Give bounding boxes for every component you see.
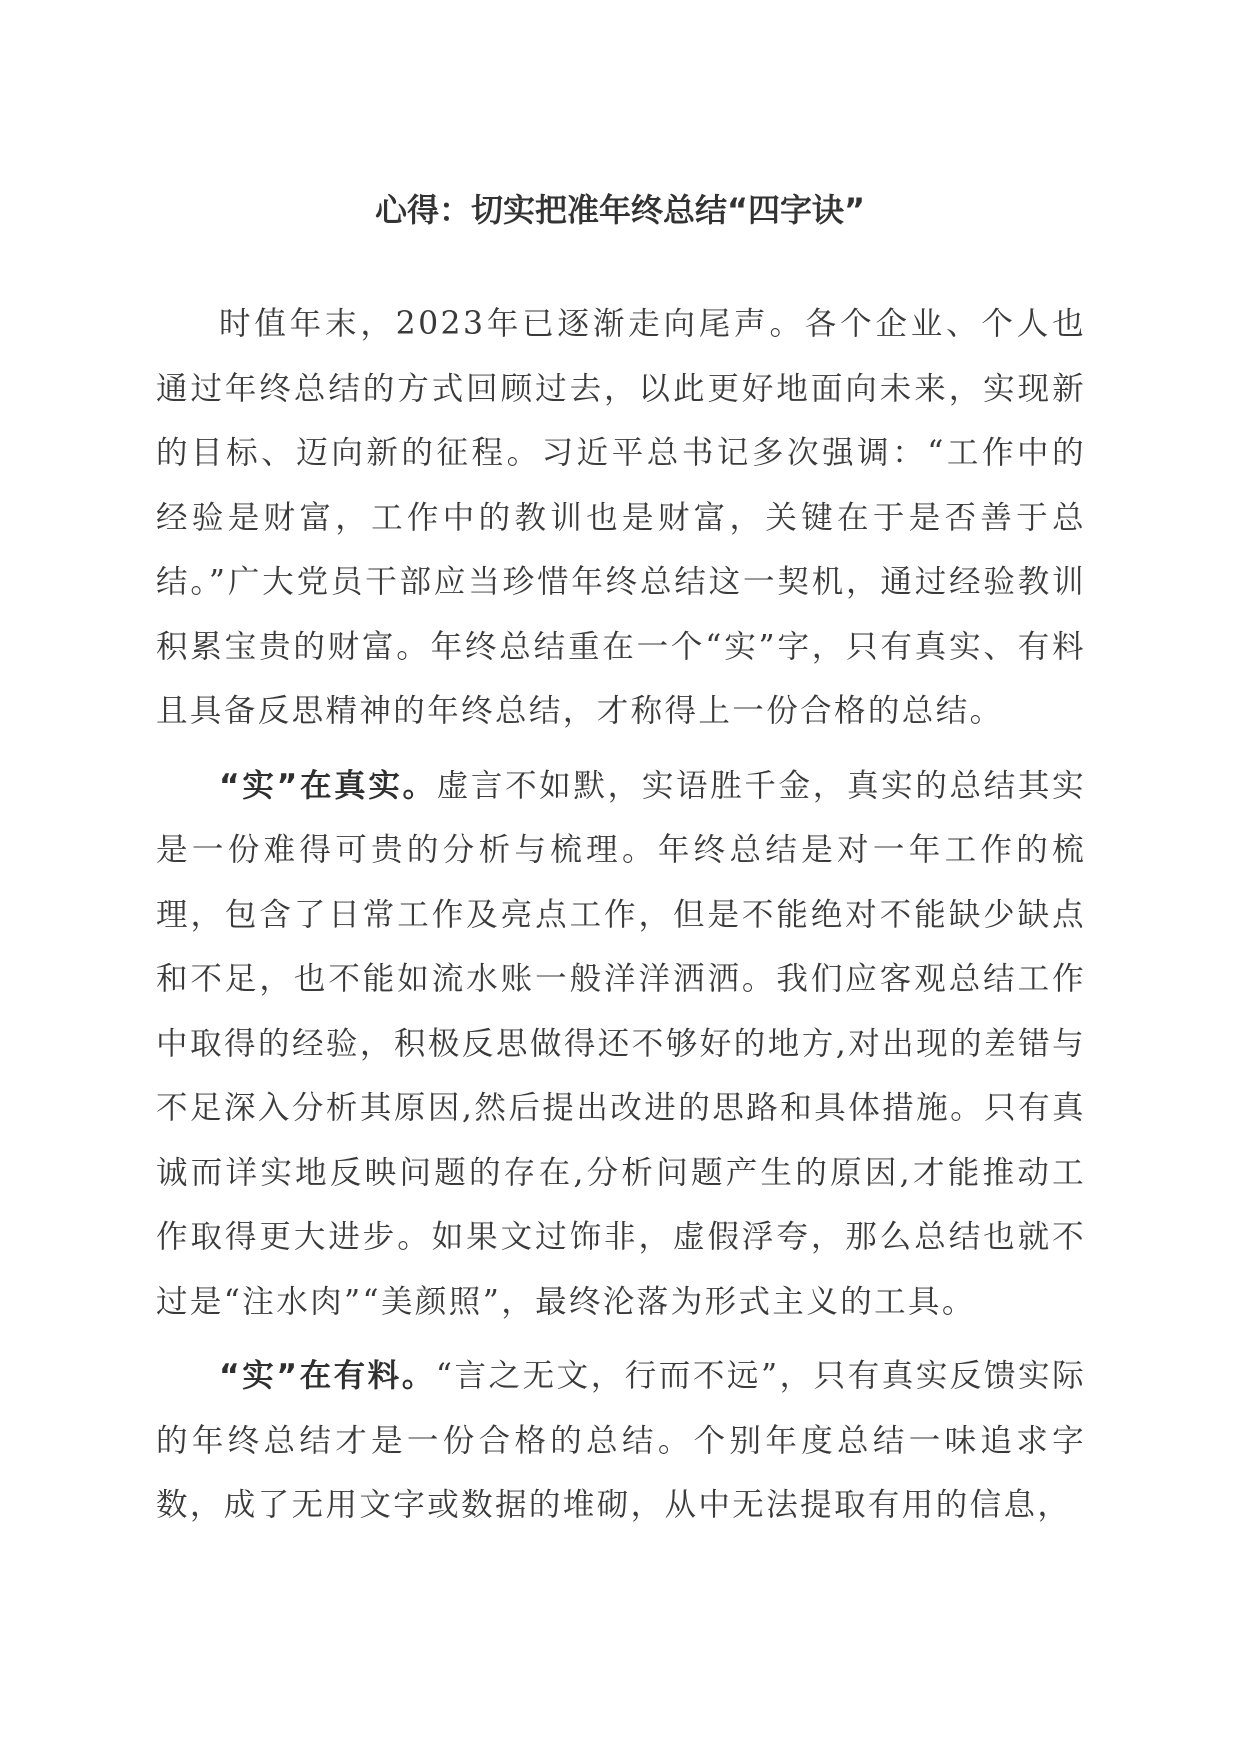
paragraph-intro xyxy=(156,292,1086,744)
document-body xyxy=(156,292,1086,1548)
paragraph-authentic xyxy=(156,754,1086,1335)
document-title: 心得：切实把准年终总结“四字诀” xyxy=(374,191,866,229)
paragraph-authentic-heading: “实”在真实。 xyxy=(219,767,437,804)
paragraph-substance-text: “言之无文，行而不远”，只有真实反馈实际的年终总结才是一份合格的总结。个别年度总结一味追求字数，成了无用文字或数据的堆砌，从中无法提取有用的信息， xyxy=(156,1358,1086,1523)
paragraph-substance-heading: “实”在有料。 xyxy=(219,1358,436,1394)
paragraph-substance xyxy=(156,1344,1086,1538)
paragraph-authentic-text: 虚言不如默，实语胜千金，真实的总结其实是一份难得可贵的分析与梳理。年终总结是对一年工作的梳理，包含了日常工作及亮点工作，但是不能绝对不能缺少缺点和不足，也不能如流水账一般洋洋洒洒。我们应客观总结工作中取得的经验，积极反思做得还不够好的地方,对出现的差错与不足深入分析其原因,然后提出改进的思路和具体措施。只有真诚而详实地反映问题的存在,分析问题产生的原因,才能推动工作取得更大进步。如果文过饰非，虚假浮夸，那么总结也就不过是“注水肉”“美颜照”，最终沦落为形式主义的工具。 xyxy=(156,767,1086,1320)
paragraph-intro-text: 时值年末，2023年已逐渐走向尾声。各个企业、个人也通过年终总结的方式回顾过去，以此更好地面向未来，实现新的目标、迈向新的征程。习近平总书记多次强调：“工作中的经验是财富，工作中的教训也是财富，关键在于是否善于总结。”广大党员干部应当珍惜年终总结这一契机，通过经验教训积累宝贵的财富。年终总结重在一个“实”字，只有真实、有料且具备反思精神的年终总结，才称得上一份合格的总结。 xyxy=(156,306,1086,729)
